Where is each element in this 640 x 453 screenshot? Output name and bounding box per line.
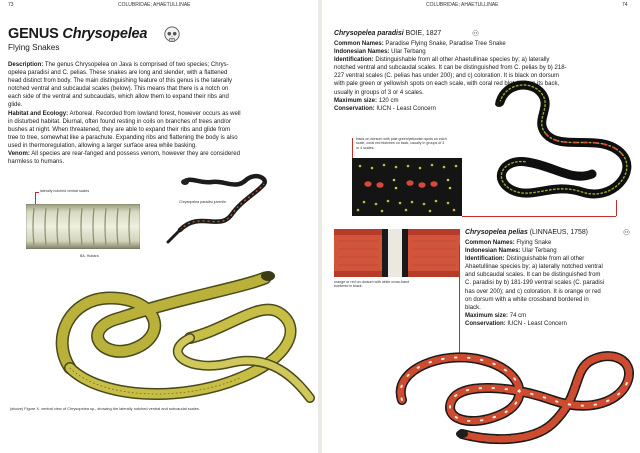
desc-line: each side of the ventral and subcaudals, which allow them to expand their ribs and — [8, 94, 229, 101]
figure-caption: (above) Figure X. ventral view of Chrysopelea sp., showing the laterally notched ventral and subcaudal scales. — [10, 406, 200, 411]
conservation-value: IUCN - Least Concern — [376, 105, 436, 112]
genus-name: Chrysopelea — [62, 26, 148, 42]
description-label: Description: — [8, 62, 44, 68]
desc-line: notched ventral and subcaudal scales (below). This means that there is a notch on — [8, 86, 229, 93]
common-value: Flying Snake — [516, 240, 552, 246]
id-line: has over 200); and c) coloration. It is orange or red — [465, 288, 601, 295]
hab-line: tree to tree, somewhat like a parachute. Expanding ribs and flattening the body is also — [8, 134, 238, 141]
paradisi-indonesian-names — [334, 48, 638, 56]
id-line: C. paradisi by b) 181-199 ventral scales (C. paradisi — [465, 280, 605, 287]
size-value: 120 cm — [378, 97, 399, 104]
id-line: black. — [465, 304, 481, 311]
id-label: Identification: — [465, 256, 505, 263]
common-label: Common Names: — [334, 41, 384, 47]
id-line: with pale green or yellowish spots on each scale, with coral red blotches on its back, — [334, 81, 560, 88]
crossband-caption: orange or red on dorsum with white cross-band bordered in black. — [334, 280, 410, 289]
id-line: and subcaudal scales. It can be distinguished from — [465, 272, 601, 279]
conservation-value: IUCN - Least Concern — [507, 320, 567, 327]
paradisi-title — [334, 30, 441, 37]
hab-line: used in thermoregulation, allowing a larger surface area while basking. — [8, 142, 197, 149]
venom-skull-icon — [623, 229, 630, 236]
size-value: 74 cm — [509, 312, 527, 319]
juvenile-caption: Chrysopelea paradisi juvenile — [179, 200, 226, 204]
indo-value: Ular Terbang — [522, 248, 557, 255]
skull-icon — [163, 26, 181, 44]
left-page — [0, 0, 318, 453]
callout-line — [35, 192, 36, 204]
size-label: Maximum size: — [465, 312, 509, 319]
hab-line: in disturbed habitat. Diurnal, often found resting in coils on branches of trees and/or — [8, 118, 231, 125]
venom-line: harmless to humans. — [8, 159, 65, 166]
venom-paragraph — [8, 150, 306, 166]
paradisi-dorsum-closeup — [352, 158, 462, 216]
pelias-title — [465, 229, 588, 236]
indo-label: Indonesian Names: — [465, 248, 521, 255]
desc-line: head distinct from body. The main distinguishing feature of this genus is the laterally — [8, 78, 232, 85]
venom-label: Venom: — [8, 151, 30, 158]
id-line: Distinguishable from all other Ahaetullinae species by; a) laterally — [375, 57, 550, 64]
dorsum-caption: black on dorsum with pale green/yellowish spots on each scale, coral red blotches on back, usually in groups of 3 or 4 scales. — [356, 137, 447, 150]
id-line: Ahaetullinae species by; a) laterally notched ventral — [465, 264, 603, 271]
pelias-snake-photo — [382, 330, 640, 450]
ventral-scales-photo — [26, 204, 140, 249]
right-page — [322, 0, 640, 453]
genus-description-block — [8, 61, 306, 166]
genus-prefix: GENUS — [8, 26, 59, 42]
pelias-name: Chrysopelea pelias — [465, 229, 528, 236]
pelias-info — [465, 239, 635, 328]
paradisi-common-names — [334, 40, 638, 48]
common-value: Paradise Flying Snake, Paradise Tree Snake — [385, 41, 506, 47]
pelias-max-size — [465, 312, 635, 320]
pelias-identification — [465, 255, 635, 312]
running-header-right: COLUBRIDAE; AHAETULLINAE — [426, 2, 499, 8]
id-line: Distinguishable from all other — [506, 256, 585, 263]
pelias-conservation — [465, 320, 635, 328]
page-number-right: 74 — [622, 2, 628, 8]
indo-label: Indonesian Names: — [334, 49, 390, 56]
venom-skull-icon — [472, 30, 479, 37]
size-label: Maximum size: — [334, 97, 378, 104]
photo-credit: BA. Hubara — [80, 254, 99, 258]
id-line: 227 ventral scales (C. pelias has under 200); and c) coloration. It is black on dorsum — [334, 73, 560, 80]
genus-title — [8, 26, 147, 42]
id-line: notched ventral and subcaudal scales. It can be distinguished from C. pelias by b) 218- — [334, 65, 567, 72]
pelias-common-names — [465, 239, 635, 247]
hab-line: Arboreal. Recorded from lowland forest, however occurs as well — [69, 110, 241, 117]
pelias-author: (LINNAEUS, 1758) — [529, 229, 588, 236]
notched-scales-caption: laterally notched ventral scales — [40, 189, 90, 193]
venom-line: All species are rear-fanged and possess venom, however they are considered — [31, 151, 240, 158]
id-line: usually in groups of 3 or 4 scales. — [334, 89, 424, 96]
paradisi-name: Chrysopelea paradisi — [334, 30, 404, 37]
callout-line — [616, 200, 617, 216]
paradisi-author: BOIE, 1827 — [405, 30, 442, 37]
conservation-label: Conservation: — [334, 105, 375, 112]
common-label: Common Names: — [465, 240, 515, 246]
desc-line: The genus Chrysopelea on Java is comprised of two species; Chrys- — [44, 62, 229, 68]
desc-line: opelea paradisi and C. pelias. These snakes are long and slender, with a flattened — [8, 70, 228, 77]
desc-line: glide. — [8, 102, 23, 109]
habitat-paragraph — [8, 110, 306, 150]
paradisi-snake-photo — [472, 62, 640, 212]
genus-subtitle: Flying Snakes — [8, 43, 60, 52]
pelias-crossband-closeup — [334, 229, 460, 277]
pelias-indonesian-names — [465, 247, 635, 255]
juvenile-snake-photo — [160, 170, 270, 245]
description-paragraph — [8, 61, 306, 110]
id-label: Identification: — [334, 57, 374, 64]
running-header-left: COLUBRIDAE; AHAETULLINAE — [118, 2, 191, 8]
conservation-label: Conservation: — [465, 320, 506, 327]
chrysopelea-ventral-photo — [40, 258, 318, 408]
hab-line: bushes at night. When threatened, they are able to expand their ribs and glide from — [8, 126, 231, 133]
habitat-label: Habitat and Ecology: — [8, 110, 69, 117]
page-number-left: 73 — [8, 2, 14, 8]
callout-line — [462, 216, 616, 217]
id-line: on dorsum with a white crossband bordered in — [465, 296, 589, 303]
indo-value: Ular Terbang — [391, 49, 426, 56]
callout-line — [352, 138, 353, 158]
